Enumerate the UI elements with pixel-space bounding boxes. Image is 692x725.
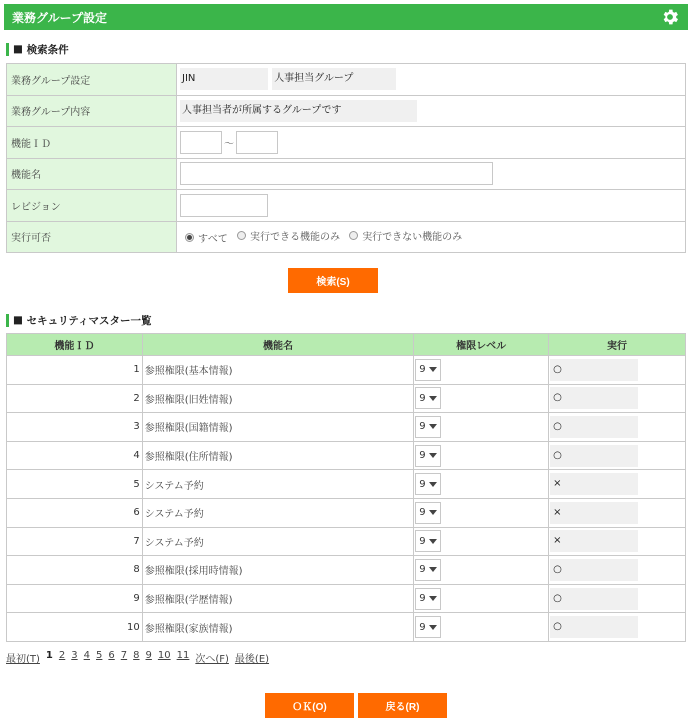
table-row [7,584,686,613]
func-id-from-input[interactable] [180,131,222,154]
dropdown-arrow-icon [429,453,437,458]
pager-page-link[interactable]: 8 [133,650,140,661]
row-func-name: 参照権限(採用時情報) [142,556,414,585]
row-func-name: システム予約 [142,470,414,499]
exec-value: ○ [550,588,638,610]
row-func-name: 参照権限(国籍情報) [142,413,414,442]
row-func-id: 9 [7,584,143,613]
security-section-heading: ■ セキュリティマスター一覧 [6,313,152,327]
table-row [7,556,686,585]
revision-label: レビジョン [7,190,177,222]
dropdown-arrow-icon [429,510,437,515]
column-header-exec[interactable]: 実行 [549,334,686,356]
exec-value: × [550,530,638,552]
exec-value: ○ [550,359,638,381]
table-row [7,470,686,499]
row-func-id: 8 [7,556,143,585]
dropdown-arrow-icon [429,596,437,601]
level-select[interactable]: 9 [415,445,441,467]
level-select[interactable]: 9 [415,359,441,381]
dropdown-arrow-icon [429,625,437,630]
dropdown-arrow-icon [429,539,437,544]
group-content-field: 人事担当者が所属するグループです [180,100,417,122]
dropdown-arrow-icon [429,567,437,572]
table-row [7,441,686,470]
func-id-label: 機能ＩＤ [7,127,177,159]
row-func-name: 参照権限(基本情報) [142,356,414,385]
column-header-level[interactable]: 権限レベル [414,334,549,356]
revision-input[interactable] [180,194,268,217]
section-marker [6,314,9,327]
group-code-field: JIN [180,68,268,90]
level-select[interactable]: 9 [415,588,441,610]
exec-radio-executable[interactable]: 実行できる機能のみ [237,228,340,243]
gear-icon[interactable] [660,7,680,27]
row-func-name: 参照権限(住所情報) [142,441,414,470]
level-select[interactable]: 9 [415,387,441,409]
ok-button[interactable]: ＯＫ(O) [265,693,354,718]
level-select[interactable]: 9 [415,502,441,524]
level-select[interactable]: 9 [415,530,441,552]
dropdown-arrow-icon [429,396,437,401]
column-header-func-id[interactable]: 機能ＩＤ [7,334,143,356]
row-func-id: 6 [7,498,143,527]
exec-value: ○ [550,616,638,638]
table-row [7,413,686,442]
search-section-heading: ■ 検索条件 [6,42,69,56]
row-func-id: 10 [7,613,143,642]
pager-next-link[interactable]: 次へ(F) [195,654,229,665]
row-func-id: 4 [7,441,143,470]
pager-page-link[interactable]: 5 [96,650,103,661]
row-func-id: 2 [7,384,143,413]
radio-unchecked-icon [349,231,358,240]
pager-last-link[interactable]: 最後(E) [234,654,270,665]
section-marker [6,43,9,56]
pager-page-link[interactable]: 4 [83,650,91,661]
page-title: 業務グループ設定 [12,10,108,25]
row-func-name: システム予約 [142,527,414,556]
row-func-name: 参照権限(学歴情報) [142,584,414,613]
func-id-to-input[interactable] [236,131,278,154]
search-heading-text: 検索条件 [26,43,69,56]
row-func-id: 7 [7,527,143,556]
dropdown-arrow-icon [429,482,437,487]
search-conditions-table [6,63,686,253]
exec-value: × [550,473,638,495]
exec-label: 実行可否 [7,221,177,253]
radio-checked-icon [185,233,194,242]
pager-page-link[interactable]: 9 [145,650,152,661]
pager-page-link[interactable]: 7 [120,650,128,661]
security-master-table [6,333,686,642]
pagination [6,650,275,665]
table-row [7,527,686,556]
func-name-input[interactable] [180,162,493,185]
pager-page-link[interactable]: 10 [157,650,171,661]
content-label: 業務グループ内容 [7,95,177,127]
search-button[interactable]: 検索(S) [288,268,378,293]
table-row [7,498,686,527]
row-func-name: システム予約 [142,498,414,527]
row-func-id: 3 [7,413,143,442]
dropdown-arrow-icon [429,424,437,429]
security-heading-text: セキュリティマスター一覧 [26,314,152,327]
row-func-name: 参照権限(家族情報) [142,613,414,642]
group-label: 業務グループ設定 [7,64,177,96]
row-func-id: 5 [7,470,143,499]
dropdown-arrow-icon [429,367,437,372]
row-func-name: 参照権限(旧姓情報) [142,384,414,413]
exec-value: ○ [550,416,638,438]
exec-value: ○ [550,559,638,581]
exec-radio-not-executable[interactable]: 実行できない機能のみ [349,228,462,243]
table-row [7,613,686,642]
pager-page-current: 1 [45,650,53,661]
level-select[interactable]: 9 [415,473,441,495]
back-button[interactable]: 戻る(R) [358,693,447,718]
pager-first-link[interactable]: 最初(T) [6,654,40,665]
exec-value: ○ [550,445,638,467]
func-name-label: 機能名 [7,158,177,190]
title-bar [4,4,688,30]
exec-radio-all[interactable]: すべて [185,230,228,245]
radio-unchecked-icon [237,231,246,240]
level-select[interactable]: 9 [415,616,441,638]
level-select[interactable]: 9 [415,416,441,438]
pager-page-link[interactable]: 2 [58,650,66,661]
level-select[interactable]: 9 [415,559,441,581]
table-row [7,356,686,385]
pager-page-link[interactable]: 6 [108,650,115,661]
range-separator: ～ [224,138,234,150]
pager-page-link[interactable]: 11 [176,650,190,661]
pager-page-link[interactable]: 3 [71,650,78,661]
exec-value: ○ [550,387,638,409]
exec-value: × [550,502,638,524]
table-row [7,384,686,413]
row-func-id: 1 [7,356,143,385]
column-header-func-name[interactable]: 機能名 [142,334,414,356]
group-name-field: 人事担当グループ [272,68,396,90]
